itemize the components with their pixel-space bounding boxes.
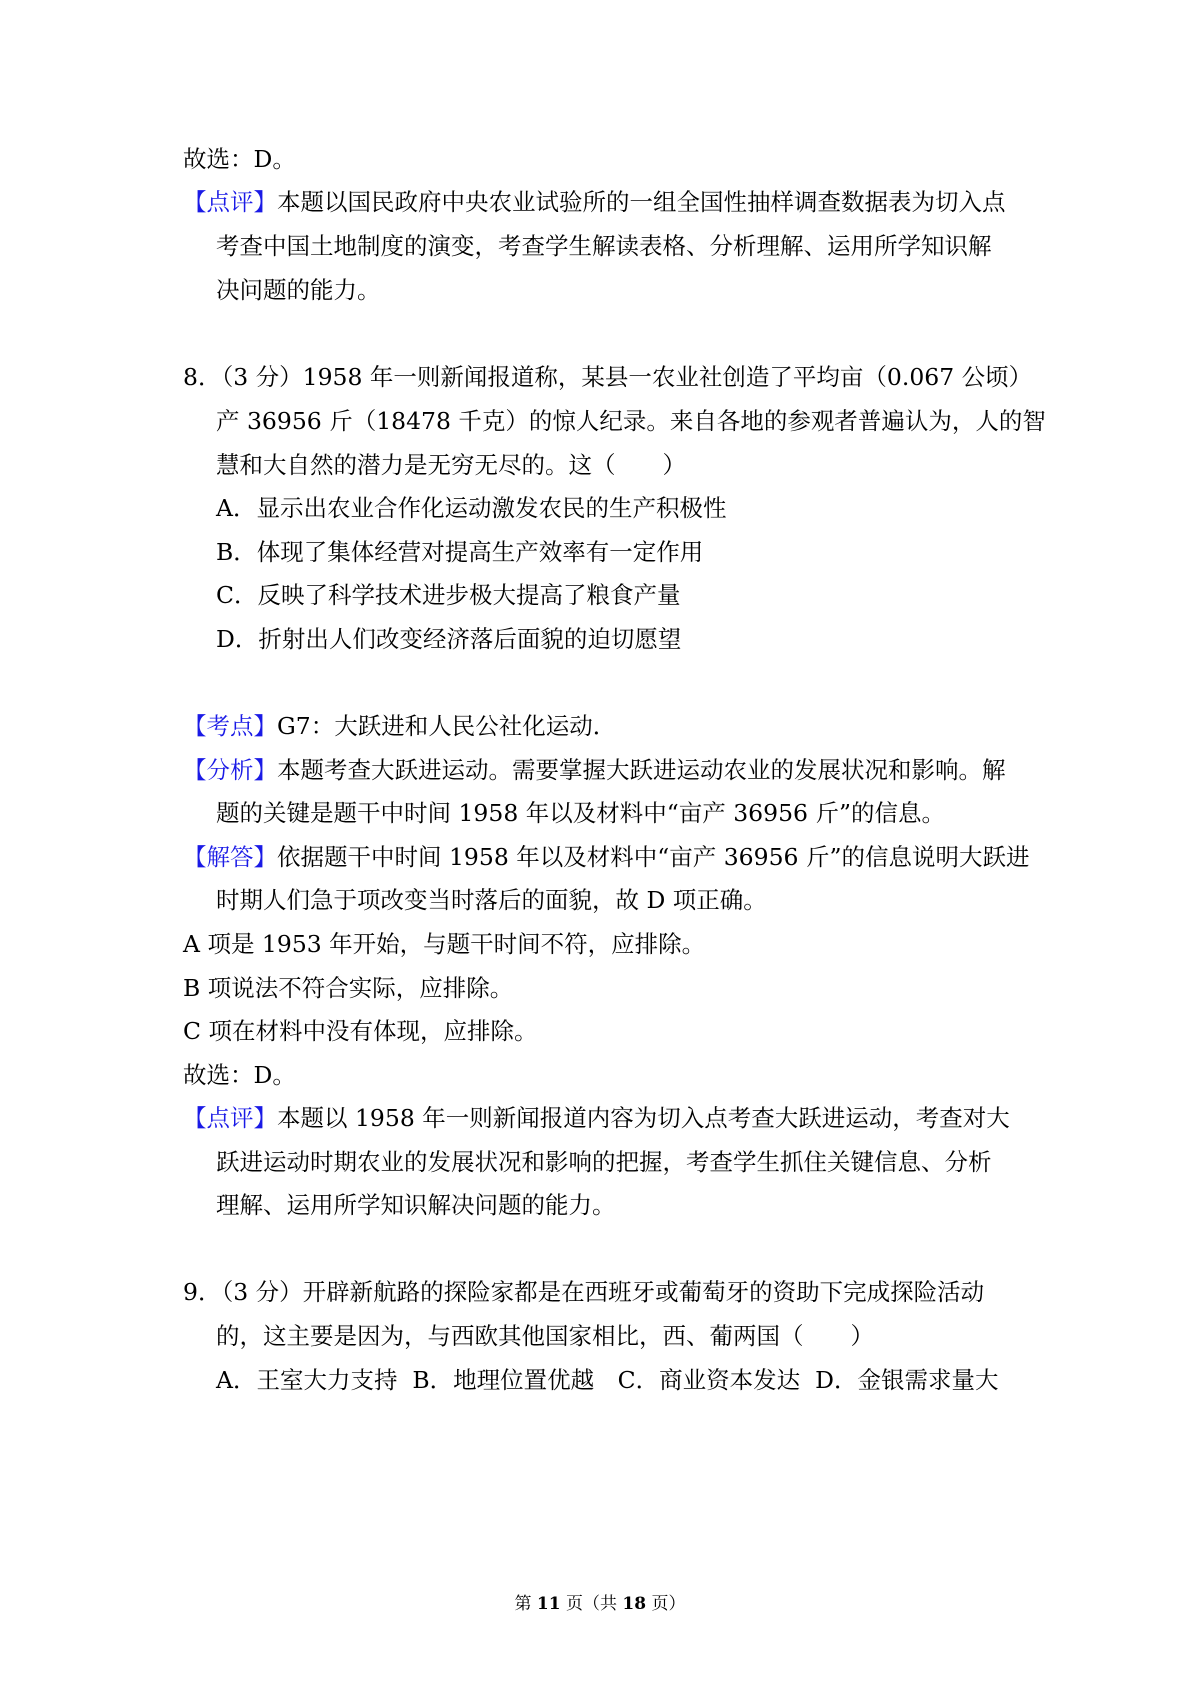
q8-stem-line-2: 产 36956 斤（18478 千克）的惊人纪录。来自各地的参观者普遍认为，人的智 — [216, 407, 1046, 435]
review-tag: 【点评】 — [183, 1104, 277, 1132]
review-text: 本题以国民政府中央农业试验所的一组全国性抽样调查数据表为切入点 — [277, 188, 1006, 216]
jieda-text: 依据题干中时间 1958 年以及材料中“亩产 36956 斤”的信息说明大跃进 — [277, 843, 1030, 871]
footer-prefix: 第 — [514, 1594, 532, 1614]
q8-review-line-2: 跃进运动时期农业的发展状况和影响的把握，考查学生抓住关键信息、分析 — [216, 1148, 992, 1176]
prev-review-line-3: 决问题的能力。 — [216, 276, 381, 304]
fenxi-text: 本题考查大跃进运动。需要掌握大跃进运动农业的发展状况和影响。解 — [277, 756, 1006, 784]
q8-jieda-line-2: 时期人们急于项改变当时落后的面貌，故 D 项正确。 — [216, 886, 767, 914]
prev-review-line-1 — [183, 187, 1006, 217]
fenxi-tag: 【分析】 — [183, 756, 277, 784]
q8-exclude-a: A 项是 1953 年开始，与题干时间不符，应排除。 — [183, 930, 706, 958]
q8-choice: 故选：D。 — [183, 1061, 296, 1089]
footer-total-pages: 18 — [622, 1594, 647, 1614]
q8-kaodian — [183, 711, 616, 741]
review-tag: 【点评】 — [183, 188, 277, 216]
q9-stem-line-2: 的，这主要是因为，与西欧其他国家相比，西、葡两国（ ） — [216, 1322, 874, 1350]
q8-option-a: A．显示出农业合作化运动激发农民的生产积极性 — [216, 494, 727, 522]
prev-choice: 故选：D。 — [183, 145, 296, 173]
page-footer — [0, 1593, 1200, 1615]
q8-jieda-line-1 — [183, 842, 1029, 872]
q8-review-line-3: 理解、运用所学知识解决问题的能力。 — [216, 1191, 616, 1219]
q8-exclude-c: C 项在材料中没有体现，应排除。 — [183, 1017, 538, 1045]
prev-review-line-2: 考查中国土地制度的演变，考查学生解读表格、分析理解、运用所学知识解 — [216, 232, 992, 260]
q8-fenxi-line-1 — [183, 755, 1006, 785]
kaodian-text: G7：大跃进和人民公社化运动． — [277, 712, 617, 740]
jieda-tag: 【解答】 — [183, 843, 277, 871]
q8-exclude-b: B 项说法不符合实际，应排除。 — [183, 974, 514, 1002]
q8-stem-line-3: 慧和大自然的潜力是无穷无尽的。这（ ） — [216, 451, 686, 479]
q8-option-b: B．体现了集体经营对提高生产效率有一定作用 — [216, 538, 704, 566]
footer-suffix: 页） — [651, 1594, 686, 1614]
kaodian-tag: 【考点】 — [183, 712, 277, 740]
q8-fenxi-line-2: 题的关键是题干中时间 1958 年以及材料中“亩产 36956 斤”的信息。 — [216, 799, 945, 827]
q8-option-d: D．折射出人们改变经济落后面貌的迫切愿望 — [216, 625, 682, 653]
q8-stem-line-1: 8．（3 分）1958 年一则新闻报道称，某县一农业社创造了平均亩（0.067 公顷） — [183, 363, 1033, 391]
q8-option-c: C．反映了科学技术进步极大提高了粮食产量 — [216, 581, 681, 609]
footer-page-number: 11 — [536, 1594, 561, 1614]
q9-stem-line-1: 9．（3 分）开辟新航路的探险家都是在西班牙或葡萄牙的资助下完成探险活动 — [183, 1278, 985, 1306]
footer-middle: 页（共 — [566, 1594, 617, 1614]
q8-review-line-1 — [183, 1103, 1010, 1133]
q9-options: A．王室大力支持 B．地理位置优越 C．商业资本发达 D．金银需求量大 — [216, 1366, 999, 1394]
review-text: 本题以 1958 年一则新闻报道内容为切入点考查大跃进运动，考查对大 — [277, 1104, 1010, 1132]
